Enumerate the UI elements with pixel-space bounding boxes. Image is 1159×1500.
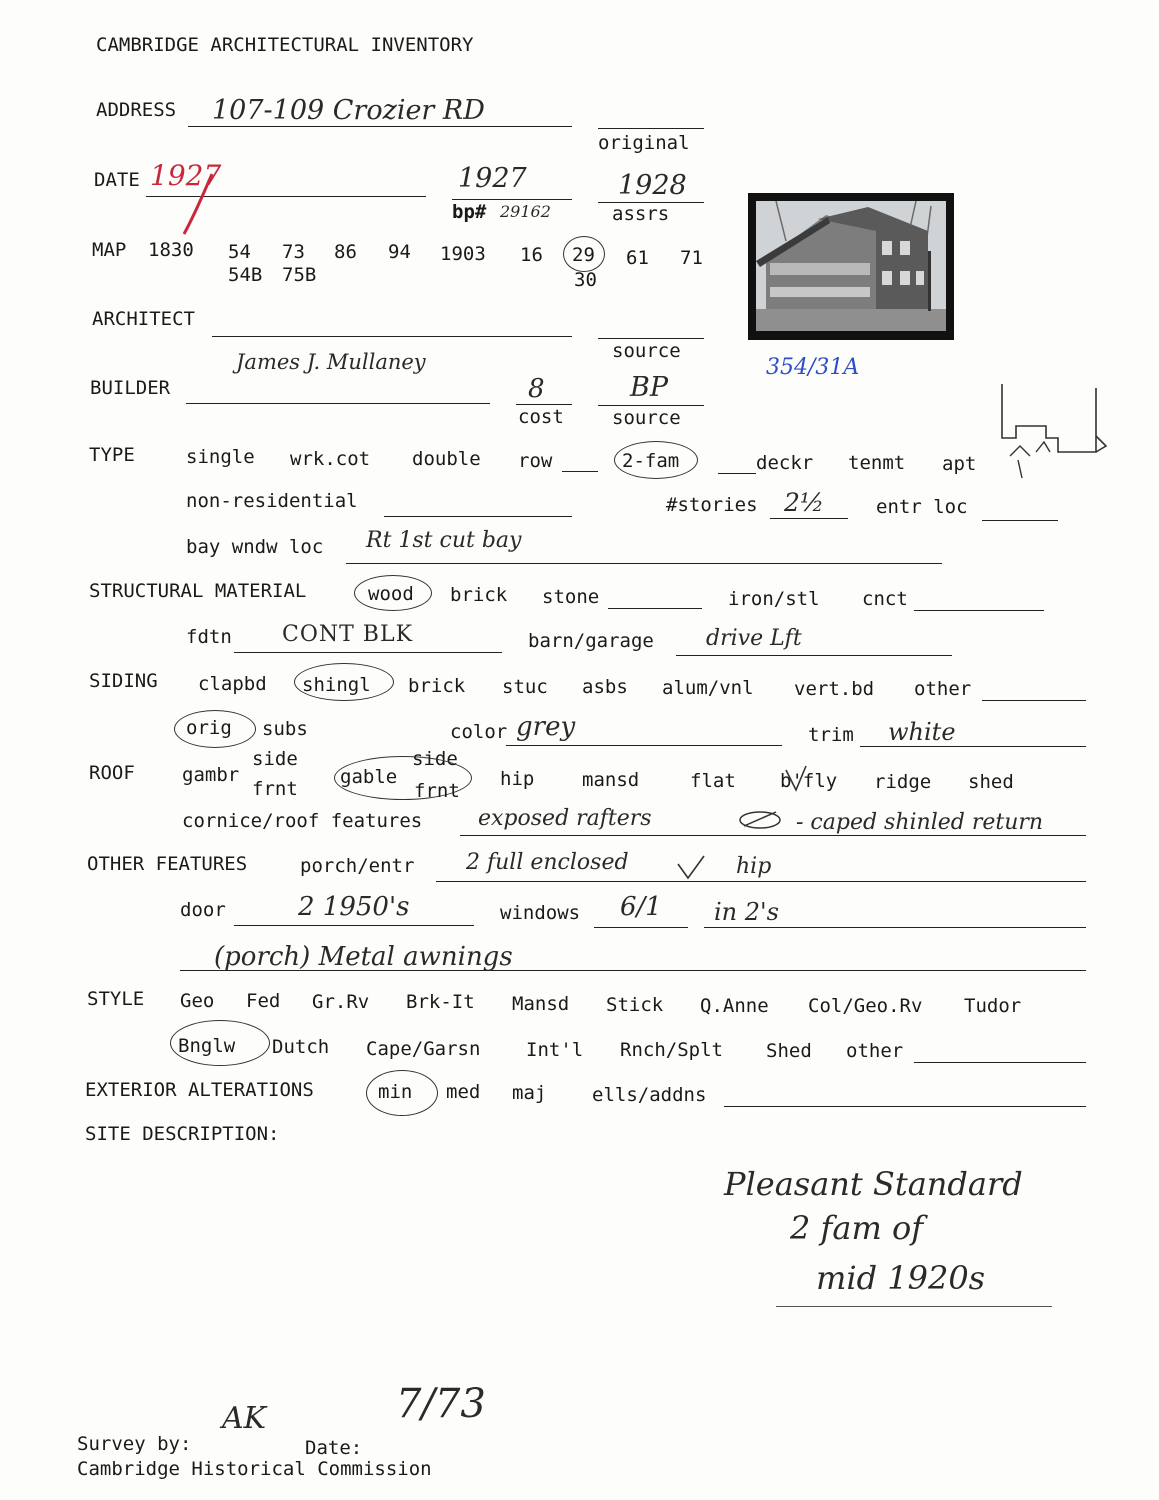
map-29-circle (563, 236, 605, 272)
style-rnch-splt: Rnch/Splt (620, 1039, 723, 1061)
porch-entr-value: 2 full enclosed (466, 850, 629, 875)
address-value: 107-109 Crozier RD (212, 95, 485, 126)
siding-vert-bd: vert.bd (794, 678, 875, 700)
original-label: original (598, 132, 690, 154)
structural-material-label: STRUCTURAL MATERIAL (89, 580, 307, 602)
trim-label: trim (808, 724, 854, 746)
builder-line (186, 403, 490, 404)
map-year-29: 29 (572, 244, 595, 266)
type-deckr-line (718, 473, 756, 474)
survey-date-value: 7/73 (396, 1381, 486, 1427)
type-double: double (412, 448, 481, 470)
material-iron-stl: iron/stl (728, 588, 820, 610)
style-label: STYLE (87, 988, 145, 1010)
site-desc-line-3: mid 1920s (816, 1259, 986, 1297)
siding-shingl: shingl (302, 674, 371, 696)
roof-label: ROOF (89, 762, 135, 784)
roof-side-2: side (412, 748, 458, 770)
door-line (234, 925, 474, 926)
map-year-71: 71 (680, 247, 703, 269)
fdtn-line (234, 652, 502, 653)
map-year-1830: 1830 (148, 239, 194, 261)
style-cape-garsn: Cape/Garsn (366, 1038, 481, 1060)
building-photo (748, 193, 954, 340)
builder-source-label: source (612, 407, 681, 429)
cost-value: 8 (528, 374, 545, 404)
address-label: ADDRESS (96, 99, 177, 121)
entr-loc-label: entr loc (876, 496, 968, 518)
roof-hip: hip (500, 768, 535, 790)
type-non-residential: non-residential (186, 490, 358, 512)
windows-line (594, 927, 688, 928)
type-apt: apt (942, 453, 977, 475)
entr-loc-line (982, 520, 1058, 521)
date-red-slash (170, 168, 220, 240)
roof-flat: flat (690, 770, 736, 792)
roof-frnt-1: frnt (252, 778, 298, 800)
barn-garage-line (676, 655, 952, 656)
style-q-anne: Q.Anne (700, 995, 769, 1017)
bp-label: bp# (452, 201, 487, 223)
material-wood-circle (354, 575, 432, 611)
color-label: color (450, 721, 508, 743)
roof-bfly: b'fly (780, 770, 838, 792)
bp-line (452, 199, 572, 200)
roof-gambr: gambr (182, 764, 240, 786)
windows-extra-line (704, 927, 1086, 928)
cornice-value: exposed rafters (478, 806, 652, 831)
roof-frnt-2: frnt (414, 780, 460, 802)
photo-id: 354/31A (766, 355, 860, 380)
date-label: DATE (94, 169, 140, 191)
map-year-75b: 75B (282, 264, 317, 286)
architect-line (212, 336, 572, 337)
roof-shed: shed (968, 771, 1014, 793)
door-label: door (180, 899, 226, 921)
cornice-line (460, 835, 1086, 836)
fdtn-value: CONT BLK (282, 622, 413, 647)
map-year-54b: 54B (228, 264, 263, 286)
address-line (188, 126, 572, 127)
ells-addns-line (724, 1106, 1086, 1107)
style-tudor: Tudor (964, 995, 1022, 1017)
type-single: single (186, 446, 255, 468)
siding-other-line (982, 700, 1086, 701)
type-row-line (562, 471, 598, 472)
material-cnct: cnct (862, 588, 908, 610)
alteration-min: min (378, 1081, 413, 1103)
style-gr-rv: Gr.Rv (312, 991, 370, 1013)
siding-orig: orig (186, 717, 232, 739)
style-brk-it: Brk-It (406, 991, 475, 1013)
barn-garage-value: drive Lft (706, 626, 802, 651)
awnings-value: (porch) Metal awnings (214, 942, 513, 972)
material-wood: wood (368, 583, 414, 605)
siding-alum-vnl: alum/vnl (662, 677, 754, 699)
cornice-label: cornice/roof features (182, 810, 423, 832)
builder-label: BUILDER (90, 377, 171, 399)
builder-value: James J. Mullaney (236, 350, 426, 374)
style-geo: Geo (180, 990, 215, 1012)
stories-label: #stories (666, 494, 758, 516)
survey-date-label: Date: (305, 1437, 363, 1459)
type-row: row (518, 450, 553, 472)
type-2fam-circle (614, 441, 698, 479)
cnct-line (914, 610, 1044, 611)
stories-line (770, 518, 848, 519)
porch-entr-extra: hip (736, 854, 772, 879)
style-bnglw-circle (170, 1020, 270, 1066)
roof-ridge: ridge (874, 771, 932, 793)
architect-label: ARCHITECT (92, 308, 195, 330)
stories-value: 2½ (784, 488, 825, 517)
style-stick: Stick (606, 994, 664, 1016)
map-year-86: 86 (334, 241, 357, 263)
architect-source-line (598, 338, 704, 339)
bp-year: 1927 (458, 163, 527, 194)
site-desc-line-2: 2 fam of (790, 1209, 924, 1247)
type-2fam: 2-fam (622, 450, 680, 472)
map-year-94: 94 (388, 241, 411, 263)
barn-garage-label: barn/garage (528, 630, 654, 652)
color-value: grey (516, 712, 576, 742)
siding-subs: subs (262, 718, 308, 740)
windows-value: 6/1 (620, 892, 662, 922)
exterior-alterations-label: EXTERIOR ALTERATIONS (85, 1079, 314, 1101)
material-stone: stone (542, 586, 600, 608)
siding-other: other (914, 678, 972, 700)
date-value: 1927 (150, 159, 222, 192)
style-intl: Int'l (526, 1039, 584, 1061)
style-bnglw: Bnglw (178, 1035, 236, 1057)
footprint-sketch (996, 380, 1114, 490)
alteration-maj: maj (512, 1082, 547, 1104)
style-other-line (914, 1062, 1086, 1063)
style-other: other (846, 1040, 904, 1062)
architect-source-label: source (612, 340, 681, 362)
siding-stuc: stuc (502, 676, 548, 698)
type-tenmt: tenmt (848, 452, 906, 474)
map-year-1903: 1903 (440, 243, 486, 265)
material-brick: brick (450, 584, 508, 606)
trim-line (860, 746, 1086, 747)
commission-label: Cambridge Historical Commission (77, 1458, 432, 1480)
style-shed: Shed (766, 1040, 812, 1062)
assrs-year: 1928 (618, 170, 687, 201)
type-label: TYPE (89, 444, 135, 466)
bay-wndw-loc-label: bay wndw loc (186, 536, 324, 558)
siding-label: SIDING (89, 670, 158, 692)
fdtn-label: fdtn (186, 626, 232, 648)
bp-number: 29162 (500, 202, 551, 221)
siding-brick: brick (408, 675, 466, 697)
non-residential-line (384, 516, 572, 517)
siding-asbs: asbs (582, 676, 628, 698)
builder-source-value: BP (630, 372, 669, 403)
porch-line (436, 881, 1086, 882)
roof-mansd: mansd (582, 769, 640, 791)
cost-label: cost (518, 406, 564, 428)
other-features-label: OTHER FEATURES (87, 853, 248, 875)
map-year-16: 16 (520, 244, 543, 266)
cornice-extra: - caped shinled return (796, 810, 1044, 835)
windows-label: windows (500, 902, 581, 924)
bay-wndw-loc-value: Rt 1st cut bay (366, 528, 522, 553)
style-col-geo-rv: Col/Geo.Rv (808, 995, 923, 1017)
siding-orig-circle (174, 710, 256, 748)
map-year-30: 30 (574, 269, 597, 291)
roof-bfly-check (780, 764, 810, 794)
type-deckr: deckr (756, 452, 814, 474)
siding-shingl-circle (294, 663, 394, 701)
survey-by-value: AK (222, 1401, 267, 1436)
site-desc-line-1: Pleasant Standard (724, 1165, 1023, 1203)
awnings-line (180, 970, 1086, 971)
door-value: 2 1950's (298, 892, 410, 922)
original-line (598, 128, 704, 129)
bay-wndw-line (346, 563, 942, 564)
color-line (506, 745, 782, 746)
map-year-73: 73 (282, 241, 305, 263)
trim-value: white (888, 718, 956, 746)
map-label: MAP (92, 239, 127, 261)
cornice-sketch (736, 806, 786, 832)
windows-extra: in 2's (714, 898, 779, 926)
alteration-med: med (446, 1081, 481, 1103)
porch-check (674, 852, 708, 882)
site-description-label: SITE DESCRIPTION: (85, 1123, 280, 1145)
roof-side-1: side (252, 748, 298, 770)
map-year-61: 61 (626, 247, 649, 269)
map-year-54: 54 (228, 241, 251, 263)
house-photo-drawing (756, 201, 946, 331)
cost-line (516, 404, 572, 405)
alteration-ells-addns: ells/addns (592, 1084, 707, 1106)
builder-source-line (598, 405, 704, 406)
roof-gable: gable (340, 766, 398, 788)
style-mansd: Mansd (512, 993, 570, 1015)
style-fed: Fed (246, 990, 281, 1012)
porch-entr-label: porch/entr (300, 855, 415, 877)
form-title: CAMBRIDGE ARCHITECTURAL INVENTORY (96, 34, 474, 56)
stone-line (608, 608, 702, 609)
siding-clapbd: clapbd (198, 673, 267, 695)
style-dutch: Dutch (272, 1036, 330, 1058)
type-wrk-cot: wrk.cot (290, 448, 371, 470)
site-desc-underline (776, 1306, 1052, 1307)
alteration-min-circle (366, 1070, 438, 1116)
assrs-label: assrs (612, 203, 670, 225)
survey-by-label: Survey by: (77, 1433, 192, 1455)
